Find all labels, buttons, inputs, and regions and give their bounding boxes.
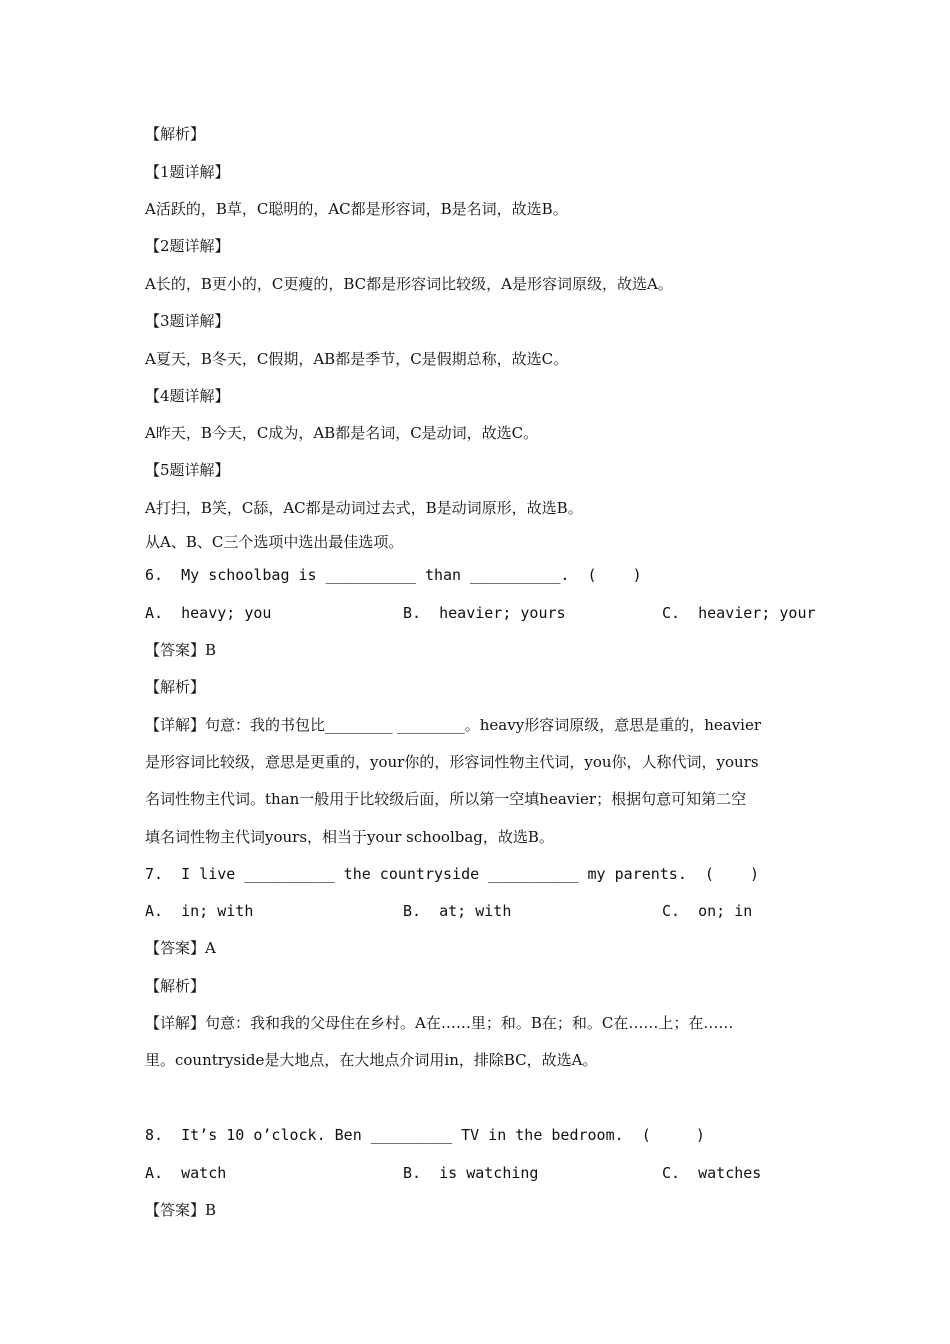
q7-option-a: A. in; with [145, 902, 254, 920]
q6-answer: 【答案】B [145, 641, 217, 659]
q6-detail-line-2: 是形容词比较级，意思是更重的，your你的，形容词性物主代词，you你，人称代词，yours [145, 753, 759, 771]
q7-option-b: B. at; with [403, 902, 512, 920]
question-7: 7. I live __________ the countryside __________ my parents. ( ) [145, 865, 760, 883]
q7-detail-line-2: 里。countryside是大地点，在大地点介词用in，排除BC，故选A。 [145, 1051, 598, 1069]
q4-detail-heading: 【4题详解】 [145, 387, 230, 405]
q6-option-c: C. heavier; your [662, 604, 816, 622]
q2-detail-text: A长的，B更小的，C更瘦的，BC都是形容词比较级，A是形容词原级，故选A。 [145, 275, 673, 293]
q1-detail-text: A活跃的，B草，C聪明的，AC都是形容词，B是名词，故选B。 [145, 200, 568, 218]
q1-detail-heading: 【1题详解】 [145, 163, 230, 181]
q8-answer: 【答案】B [145, 1201, 217, 1219]
q8-option-b: B. is watching [403, 1164, 539, 1182]
q8-option-a: A. watch [145, 1164, 227, 1182]
q6-analysis-heading: 【解析】 [145, 678, 206, 696]
q7-analysis-heading: 【解析】 [145, 977, 206, 995]
q6-detail-line-4: 填名词性物主代词yours，相当于your schoolbag，故选B。 [145, 828, 554, 846]
q6-detail-line-3: 名词性物主代词。than一般用于比较级后面，所以第一空填heavier；根据句意可知第二空 [145, 790, 747, 808]
q7-option-c: C. on; in [662, 902, 753, 920]
q3-detail-heading: 【3题详解】 [145, 312, 230, 330]
question-8: 8. It’s 10 o’clock. Ben _________ TV in the bedroom. ( ) [145, 1126, 705, 1144]
section-instruction: 从A、B、C三个选项中选出最佳选项。 [145, 533, 404, 551]
q6-detail-line-1: 【详解】句意：我的书包比_________ _________。heavy形容词原级，意思是重的，heavier [145, 716, 761, 734]
section-heading-analysis: 【解析】 [145, 125, 206, 143]
q8-option-c: C. watches [662, 1164, 762, 1182]
q7-answer: 【答案】A [145, 939, 216, 957]
q5-detail-heading: 【5题详解】 [145, 461, 230, 479]
q5-detail-text: A打扫，B笑，C舔，AC都是动词过去式，B是动词原形，故选B。 [145, 499, 583, 517]
q3-detail-text: A夏天，B冬天，C假期，AB都是季节，C是假期总称，故选C。 [145, 350, 569, 368]
q4-detail-text: A昨天，B今天，C成为，AB都是名词，C是动词，故选C。 [145, 424, 539, 442]
q6-option-b: B. heavier; yours [403, 604, 566, 622]
q6-option-a: A. heavy; you [145, 604, 272, 622]
question-6: 6. My schoolbag is __________ than __________. ( ) [145, 566, 642, 584]
q2-detail-heading: 【2题详解】 [145, 237, 230, 255]
q7-detail-line-1: 【详解】句意：我和我的父母住在乡村。A在……里；和。B在；和。C在……上；在…… [145, 1014, 734, 1032]
